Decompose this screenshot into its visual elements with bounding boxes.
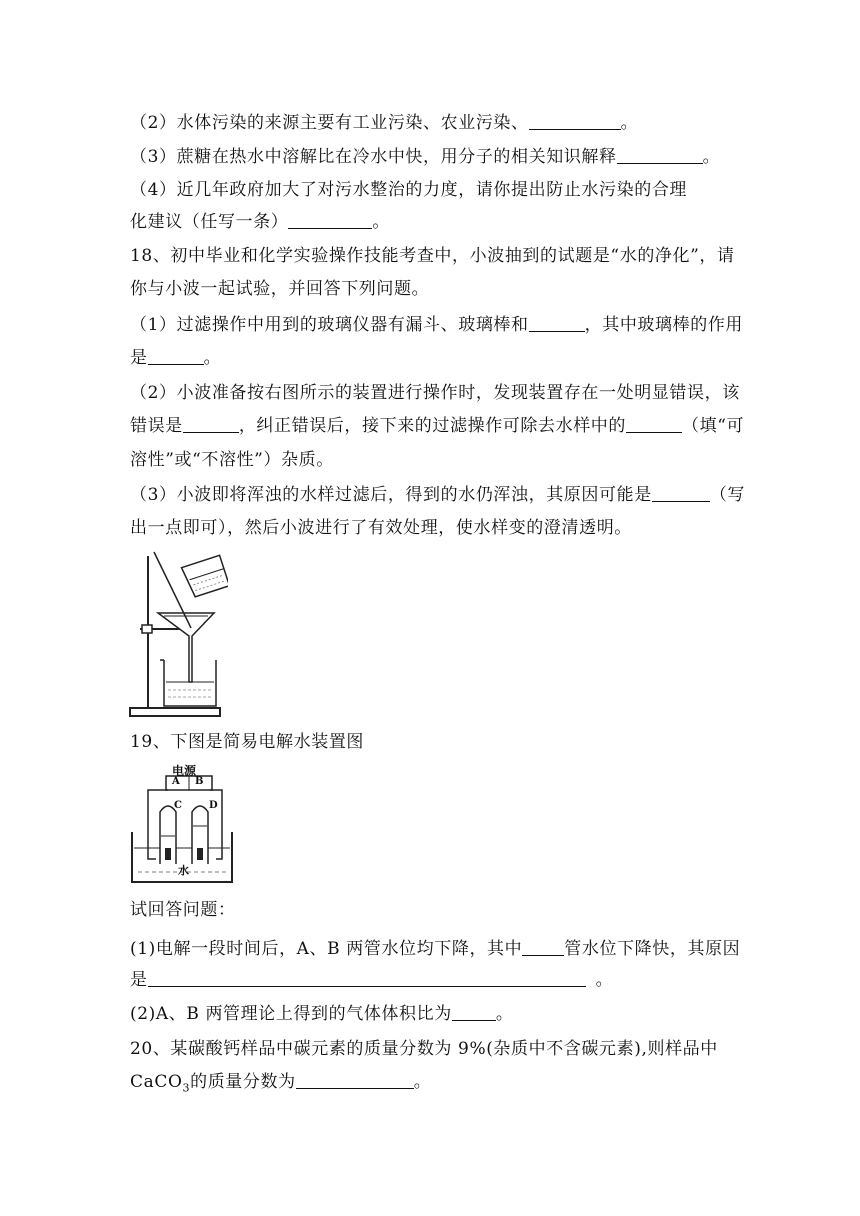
q18-part3-text: （3）小波即将浑浊的水样过滤后，得到的水仍浑浊，其原因可能是 xyxy=(130,485,652,505)
electrolysis-apparatus-figure xyxy=(128,764,238,888)
q19-try xyxy=(130,900,236,920)
q17-part3-text: （3）蔗糖在热水中溶解比在冷水中快，用分子的相关知识解释 xyxy=(130,147,617,167)
q18-part1-line2 xyxy=(130,348,221,368)
punct: 。 xyxy=(495,1004,514,1024)
q17-part2-text: （2）水体污染的来源主要有工业污染、农业污染、 xyxy=(130,113,529,133)
q17-part4-text: （4）近几年政府加大了对污水整治的力度，请你提出防止水污染的合理 xyxy=(130,180,688,200)
q19-part1-text: (1)电解一段时间后，A、B 两管水位均下降，其中 xyxy=(130,939,523,959)
q18-part1-text-end: ，其中玻璃棒的作用 xyxy=(584,315,744,335)
q17-part4-line1 xyxy=(130,180,687,200)
answer-blank[interactable] xyxy=(288,212,372,229)
answer-blank[interactable] xyxy=(148,970,586,987)
water-label: 水 xyxy=(178,864,189,877)
q18-intro-text: 18、初中毕业和化学实验操作技能考查中，小波抽到的试题是“水的净化”，请 xyxy=(130,246,735,266)
punct: 。 xyxy=(372,212,391,232)
formula-caco3: CaCO xyxy=(130,1072,183,1092)
q17-part4-text-b: 化建议（任写一条） xyxy=(130,212,289,232)
punct: 。 xyxy=(620,113,639,133)
q18-part3-line1 xyxy=(130,485,745,505)
power-label: 电源 xyxy=(172,764,197,778)
q18-part2-line3 xyxy=(130,450,334,470)
filtration-apparatus-figure xyxy=(128,550,228,720)
q19-title-text: 19、下图是简易电解水装置图 xyxy=(130,732,365,752)
answer-blank[interactable] xyxy=(529,113,621,130)
answer-blank[interactable] xyxy=(452,1004,496,1021)
tube-c-label: C xyxy=(174,800,182,811)
answer-blank[interactable] xyxy=(617,147,703,164)
answer-blank[interactable] xyxy=(652,485,710,502)
q18-intro-text-b: 你与小波一起试验，并回答下列问题。 xyxy=(130,279,430,299)
punct: 。 xyxy=(203,348,222,368)
q20-line1 xyxy=(130,1039,718,1059)
formula-subscript: 3 xyxy=(182,1081,191,1095)
q18-part1-line1 xyxy=(130,315,743,335)
tube-d-label: D xyxy=(209,800,218,811)
answer-blank[interactable] xyxy=(148,348,204,365)
punct: 。 xyxy=(595,970,614,990)
q19-part1-line1 xyxy=(130,939,740,959)
q19-try-text: 试回答问题： xyxy=(130,900,236,920)
q19-part1-line2 xyxy=(130,970,613,990)
q20-line2 xyxy=(130,1072,431,1098)
q20-text: 20、某碳酸钙样品中碳元素的质量分数为 9%(杂质中不含碳元素),则样品中 xyxy=(130,1039,718,1059)
answer-blank[interactable] xyxy=(626,416,682,433)
answer-blank[interactable] xyxy=(522,939,564,956)
q19-part1-text-end: 管水位下降快，其原因 xyxy=(564,939,741,959)
terminal-a-label: A xyxy=(172,776,180,787)
q18-part2-line2 xyxy=(130,416,744,436)
q19-title xyxy=(130,732,364,752)
terminal-b-label: B xyxy=(195,776,204,787)
q17-part3 xyxy=(130,147,720,167)
answer-blank[interactable] xyxy=(529,315,585,332)
q18-part1-text: （1）过滤操作中用到的玻璃仪器有漏斗、玻璃棒和 xyxy=(130,315,529,335)
q19-part1-text-b: 是 xyxy=(130,970,148,990)
q18-intro-line1 xyxy=(130,246,735,266)
q18-part3-text-end: （写 xyxy=(709,485,746,505)
q18-intro-line2 xyxy=(130,279,429,299)
q18-part3-line2 xyxy=(130,518,632,538)
answer-blank[interactable] xyxy=(296,1072,414,1089)
q19-part2 xyxy=(130,1004,513,1024)
punct: 。 xyxy=(413,1072,432,1092)
answer-blank[interactable] xyxy=(183,416,239,433)
q18-part3-text-b: 出一点即可），然后小波进行了有效处理，使水样变的澄清透明。 xyxy=(130,518,632,538)
q20-text-b: 的质量分数为 xyxy=(190,1072,296,1092)
q17-part2 xyxy=(130,113,638,133)
q18-part2-text-b3: （填“可 xyxy=(682,416,745,436)
q18-part1-text-b: 是 xyxy=(130,348,148,368)
q17-part4-line2 xyxy=(130,212,390,232)
q18-part2-text: （2）小波准备按右图所示的装置进行操作时，发现装置存在一处明显错误，该 xyxy=(130,383,740,403)
punct: 。 xyxy=(702,147,721,167)
q18-part2-line1 xyxy=(130,383,740,403)
q18-part2-text-b2: ，纠正错误后，接下来的过滤操作可除去水样中的 xyxy=(238,416,627,436)
q18-part2-text-b1: 错误是 xyxy=(130,416,183,436)
q19-part2-text: (2)A、B 两管理论上得到的气体体积比为 xyxy=(130,1004,452,1024)
q18-part2-text-c: 溶性”或“不溶性”）杂质。 xyxy=(130,450,334,470)
